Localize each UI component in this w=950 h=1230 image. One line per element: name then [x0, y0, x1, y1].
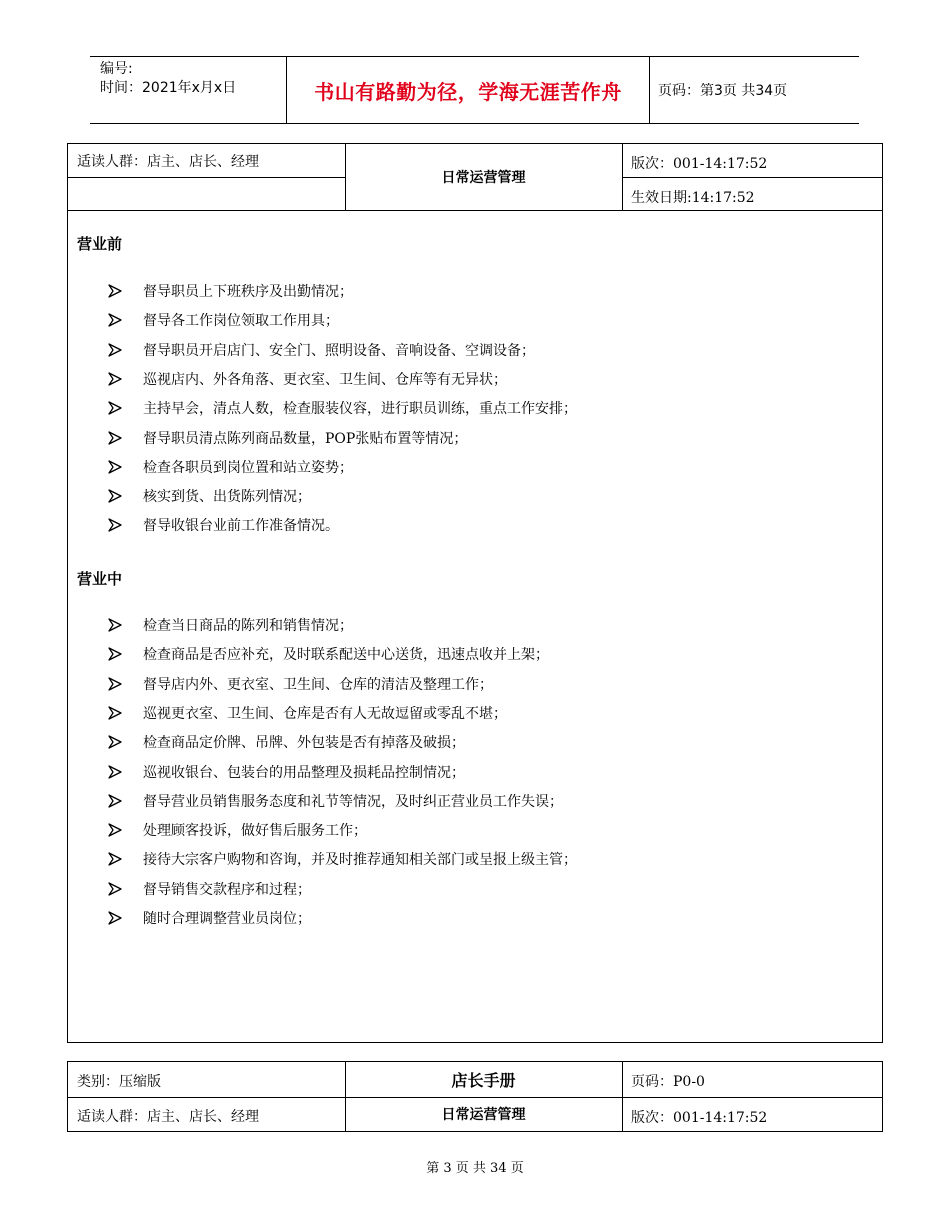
arrowhead-bullet-icon [108, 618, 122, 632]
list-item-text: 督导收银台业前工作准备情况。 [143, 518, 339, 535]
header-divider [622, 177, 882, 178]
arrowhead-bullet-icon [108, 852, 122, 866]
list-item [108, 732, 465, 752]
list-item [108, 369, 507, 389]
list-item [108, 281, 353, 301]
list-item [108, 398, 577, 418]
list-item [108, 879, 311, 899]
arrowhead-bullet-icon [108, 765, 122, 779]
audience-label: 适读人群：店主、店长、经理 [77, 1109, 259, 1125]
manual-title: 店长手册 [451, 1071, 516, 1090]
top-header [90, 56, 859, 124]
arrowhead-bullet-icon [108, 460, 122, 474]
version-label: 版次：001-14:17:52 [631, 156, 768, 172]
arrowhead-bullet-icon [108, 882, 122, 896]
list-item [108, 486, 311, 506]
list-item [108, 703, 507, 723]
list-item-text: 督导销售交款程序和过程； [143, 881, 311, 898]
list-item-text: 主持早会，清点人数，检查服装仪容，进行职员训练，重点工作安排； [143, 401, 577, 418]
version-label: 版次：001-14:17:52 [631, 1110, 768, 1126]
arrowhead-bullet-icon [108, 313, 122, 327]
arrowhead-bullet-icon [108, 911, 122, 925]
audience-label: 适读人群：店主、店长、经理 [77, 154, 259, 170]
list-item-text: 巡视更衣室、卫生间、仓库是否有人无故逗留或零乱不堪； [143, 705, 507, 722]
list-item [108, 908, 311, 928]
list-item [108, 457, 353, 477]
list-item-text: 巡视收银台、包装台的用品整理及损耗品控制情况； [143, 764, 465, 781]
header-meta [100, 60, 236, 98]
time-label: 时间：2021年x月x日 [100, 80, 237, 96]
arrowhead-bullet-icon [108, 431, 122, 445]
list-item-text: 检查各职员到岗位置和站立姿势； [143, 459, 353, 476]
document-frame [67, 143, 883, 1043]
list-item-text: 督导营业员销售服务态度和礼节等情况，及时纠正营业员工作失误； [143, 793, 563, 810]
page-code-label: 页码：P0-0 [631, 1074, 705, 1090]
list-item [108, 674, 493, 694]
arrowhead-bullet-icon [108, 401, 122, 415]
list-item [108, 849, 577, 869]
footer-table [67, 1061, 883, 1132]
arrowhead-bullet-icon [108, 284, 122, 298]
list-item-text: 处理顾客投诉，做好售后服务工作； [143, 823, 367, 840]
list-item [108, 644, 549, 664]
list-item [108, 310, 339, 330]
list-item [108, 515, 339, 535]
arrowhead-bullet-icon [108, 735, 122, 749]
arrowhead-bullet-icon [108, 518, 122, 532]
arrowhead-bullet-icon [108, 647, 122, 661]
arrowhead-bullet-icon [108, 343, 122, 357]
list-item-text: 督导职员上下班秩序及出勤情况； [143, 284, 353, 300]
arrowhead-bullet-icon [108, 706, 122, 720]
document-title: 日常运营管理 [441, 170, 526, 186]
list-item [108, 762, 465, 782]
arrowhead-bullet-icon [108, 489, 122, 503]
list-item-text: 随时合理调整营业员岗位； [143, 911, 311, 927]
arrowhead-bullet-icon [108, 794, 122, 808]
page-indicator: 页码：第3页 共34页 [658, 83, 788, 99]
section-title-during-business: 营业中 [77, 570, 123, 588]
list-item [108, 820, 367, 840]
arrowhead-bullet-icon [108, 823, 122, 837]
document-title: 日常运营管理 [441, 1107, 526, 1123]
section-title-before-opening: 营业前 [77, 235, 123, 253]
arrowhead-bullet-icon [108, 677, 122, 691]
list-item [108, 428, 467, 448]
list-item-text: 督导店内外、更衣室、卫生间、仓库的清洁及整理工作； [143, 676, 493, 693]
number-label: 编号: [100, 61, 133, 77]
effective-date-label: 生效日期:14:17:52 [631, 190, 755, 206]
list-item [108, 340, 535, 360]
arrowhead-bullet-icon [108, 372, 122, 386]
motto: 书山有路勤为径，学海无涯苦作舟 [286, 57, 650, 123]
header-bottom-border [68, 210, 882, 211]
page-footer: 第 3 页 共 34 页 [426, 1161, 524, 1176]
list-item-text: 核实到货、出货陈列情况； [143, 489, 311, 506]
list-item-text: 接待大宗客户购物和咨询，并及时推荐通知相关部门或呈报上级主管； [143, 852, 577, 869]
list-item-text: 检查当日商品的陈列和销售情况； [143, 618, 353, 634]
list-item-text: 督导职员开启店门、安全门、照明设备、音响设备、空调设备； [143, 342, 535, 359]
list-item [108, 615, 353, 635]
list-item-text: 检查商品是否应补充，及时联系配送中心送货，迅速点收并上架； [143, 647, 549, 664]
list-item-text: 巡视店内、外各角落、更衣室、卫生间、仓库等有无异状； [143, 371, 507, 388]
header-divider [68, 177, 345, 178]
list-item [108, 791, 563, 811]
category-label: 类别：压缩版 [77, 1074, 161, 1090]
list-item-text: 督导职员清点陈列商品数量，POP张贴布置等情况； [143, 430, 468, 447]
list-item-text: 检查商品定价牌、吊牌、外包装是否有掉落及破损； [143, 735, 465, 752]
list-item-text: 督导各工作岗位领取工作用具； [143, 313, 339, 330]
